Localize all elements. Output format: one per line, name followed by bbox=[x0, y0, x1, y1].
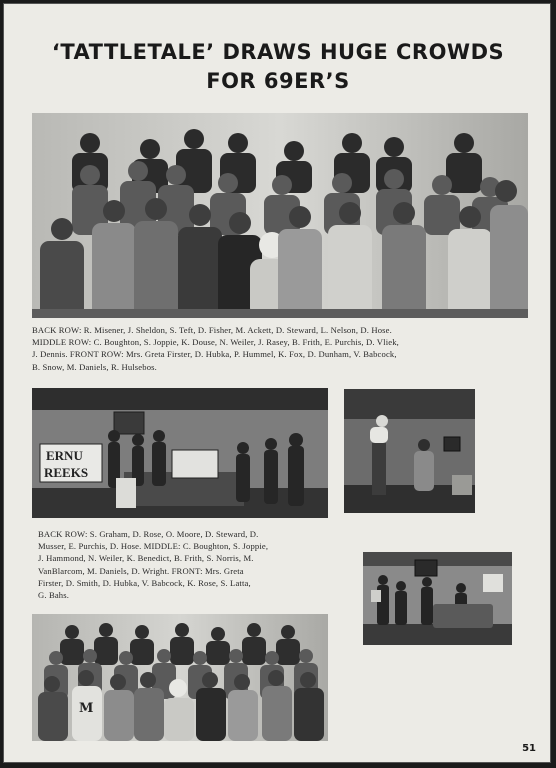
caption-line: G. Bahs. bbox=[38, 590, 70, 601]
stage-scene-photo bbox=[32, 388, 328, 518]
caption-line: BACK ROW: S. Graham, D. Rose, O. Moore, D. Steward, D. bbox=[38, 529, 259, 539]
caption-line: Musser, E. Purchis, D. Hose. MIDDLE: C. Boughton, S. Joppie, bbox=[38, 541, 269, 552]
sign-ernu: ERNU bbox=[46, 448, 83, 463]
crew-photo-caption bbox=[38, 528, 338, 601]
group-photo-crew-image bbox=[32, 614, 328, 741]
performers-photo bbox=[344, 389, 475, 513]
group-photo-crew bbox=[32, 614, 328, 741]
living-room-scene-photo bbox=[363, 552, 512, 645]
group-photo-cast-image bbox=[32, 113, 528, 318]
yearbook-page bbox=[3, 3, 551, 763]
performers-photo-image bbox=[344, 389, 475, 513]
caption-line: MIDDLE ROW: C. Boughton, S. Joppie, K. Douse, N. Weiler, J. Rasey, B. Frith, E. Purchis, D. Vliek, bbox=[32, 337, 399, 348]
headline-line-2: FOR 69ER’S bbox=[206, 69, 350, 93]
page-headline bbox=[4, 38, 552, 96]
group-photo-cast-caption bbox=[32, 324, 528, 373]
headline-line-1: ‘TATTLETALE’ DRAWS HUGE CROWDS bbox=[51, 40, 505, 64]
letter-sweater-m: M bbox=[79, 701, 94, 716]
caption-line: BACK ROW: R. Misener, J. Sheldon, S. Teft, D. Fisher, M. Ackett, D. Steward, L. Nelson, D. Hose. bbox=[32, 325, 392, 335]
living-room-scene-photo-image bbox=[363, 552, 512, 645]
caption-line: Firster, D. Smith, D. Hubka, V. Babcock, K. Rose, S. Latta, bbox=[38, 577, 251, 588]
page-number: 51 bbox=[522, 743, 536, 754]
caption-line: VanBlarcom, M. Daniels, D. Wright. FRONT: Mrs. Greta bbox=[38, 565, 244, 576]
caption-line: B. Snow, M. Daniels, R. Hulsebos. bbox=[32, 361, 157, 372]
sign-reeks: REEKS bbox=[44, 465, 89, 480]
caption-line: J. Dennis. FRONT ROW: Mrs. Greta Firster, D. Hubka, P. Hummel, K. Fox, D. Dunham, V. Babcock, bbox=[32, 349, 397, 360]
caption-line: J. Hammond, N. Weiler, K. Benedict, B. Frith, S. Norris, M. bbox=[38, 553, 254, 564]
stage-scene-photo-image bbox=[32, 388, 328, 518]
group-photo-cast bbox=[32, 113, 528, 318]
